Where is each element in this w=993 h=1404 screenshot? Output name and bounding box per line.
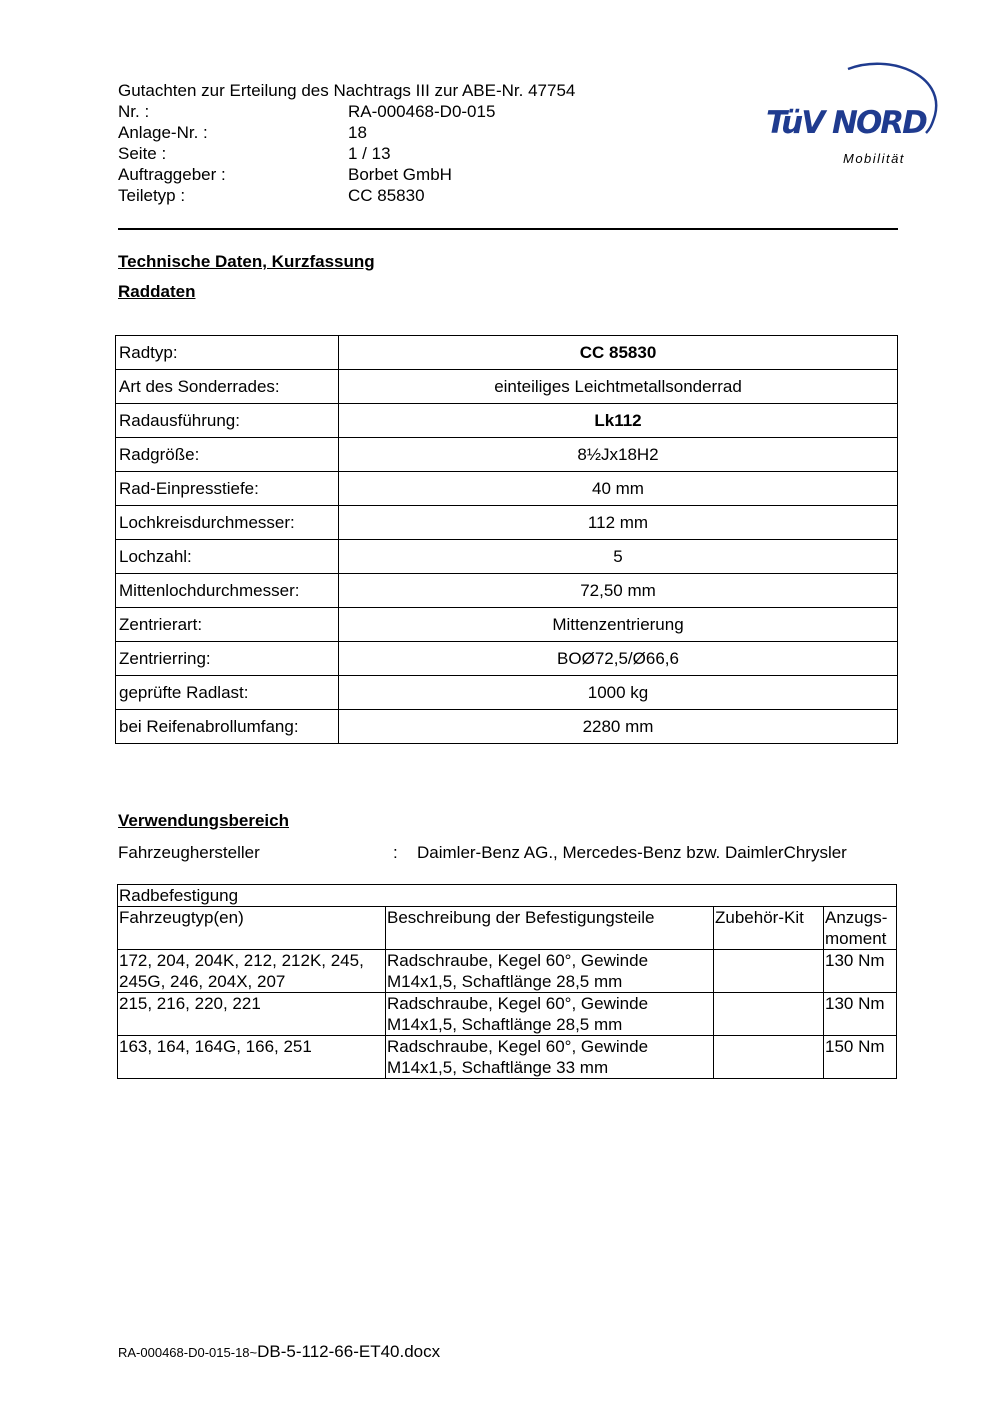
tuv-nord-logo	[760, 55, 940, 170]
section-subtitle-raddaten: Raddaten	[118, 282, 196, 301]
cell-torque: 130 Nm	[824, 993, 897, 1036]
row-label: Mittenlochdurchmesser:	[116, 574, 339, 608]
manufacturer-colon: :	[393, 843, 398, 862]
row-value: 112 mm	[339, 506, 898, 540]
cell-line: Radschraube, Kegel 60°, Gewinde	[387, 1037, 649, 1056]
cell-line: 215, 216, 220, 221	[119, 994, 261, 1013]
column-header: Zubehör-Kit	[714, 907, 824, 950]
raddaten-table	[115, 335, 898, 744]
logo-subtitle: Mobilität	[843, 151, 905, 166]
table-row	[116, 336, 898, 370]
header-label: Nr. :	[118, 102, 150, 121]
header-value: Borbet GmbH	[348, 165, 452, 184]
table-row	[116, 438, 898, 472]
row-label: Radtyp:	[116, 336, 339, 370]
section-title-verwendungsbereich: Verwendungsbereich	[118, 811, 289, 830]
cell-line: Radschraube, Kegel 60°, Gewinde	[387, 994, 649, 1013]
header-row-nr	[118, 101, 496, 122]
header-value: CC 85830	[348, 186, 425, 205]
table-row	[116, 404, 898, 438]
cell-description	[386, 950, 714, 993]
header-value: 18	[348, 123, 367, 142]
header-label: Teiletyp :	[118, 186, 186, 205]
table-row	[116, 370, 898, 404]
document-title: Gutachten zur Erteilung des Nachtrags III zur ABE-Nr. 47754	[118, 81, 576, 100]
header-label: Auftraggeber :	[118, 165, 226, 184]
cell-line: 163, 164, 164G, 166, 251	[119, 1037, 312, 1056]
table-row	[116, 574, 898, 608]
row-label: Zentrierring:	[116, 642, 339, 676]
table-row	[116, 608, 898, 642]
table-title-row	[118, 885, 897, 907]
column-header: Fahrzeugtyp(en)	[118, 907, 386, 950]
logo-wordmark: TüV NORD	[766, 105, 926, 141]
page-footer	[118, 1342, 440, 1362]
cell-line: 245G, 246, 204X, 207	[119, 972, 286, 991]
header-value: RA-000468-D0-015	[348, 102, 496, 121]
row-label: Art des Sonderrades:	[116, 370, 339, 404]
row-value: 8½Jx18H2	[339, 438, 898, 472]
cell-line: M14x1,5, Schaftlänge 28,5 mm	[387, 1015, 623, 1034]
cell-line: 172, 204, 204K, 212, 212K, 245,	[119, 951, 364, 970]
row-value: 2280 mm	[339, 710, 898, 744]
table-row	[118, 1036, 897, 1079]
cell-kit	[714, 993, 824, 1036]
cell-torque: 130 Nm	[824, 950, 897, 993]
header-label: Anlage-Nr. :	[118, 123, 208, 142]
header-row-seite	[118, 143, 391, 164]
column-header-torque	[824, 907, 897, 950]
cell-line: M14x1,5, Schaftlänge 33 mm	[387, 1058, 609, 1077]
cell-description	[386, 993, 714, 1036]
cell-description	[386, 1036, 714, 1079]
cell-line: Radschraube, Kegel 60°, Gewinde	[387, 951, 649, 970]
row-label: bei Reifenabrollumfang:	[116, 710, 339, 744]
row-label: Radausführung:	[116, 404, 339, 438]
row-label: Lochzahl:	[116, 540, 339, 574]
header-divider	[118, 228, 898, 230]
radbefestigung-table	[117, 884, 897, 1079]
header-line: Anzugs-	[825, 908, 888, 927]
row-label: Radgröße:	[116, 438, 339, 472]
header-row-anlage	[118, 122, 367, 143]
footer-filename: DB-5-112-66-ET40.docx	[257, 1342, 441, 1361]
cell-types	[118, 1036, 386, 1079]
row-value: 1000 kg	[339, 676, 898, 710]
header-row-auftraggeber	[118, 164, 452, 185]
header-value: 1 / 13	[348, 144, 391, 163]
row-label: Zentrierart:	[116, 608, 339, 642]
row-value: 72,50 mm	[339, 574, 898, 608]
section-title-technische-daten: Technische Daten, Kurzfassung	[118, 252, 375, 271]
table-row	[118, 993, 897, 1036]
row-label: Lochkreisdurchmesser:	[116, 506, 339, 540]
cell-kit	[714, 950, 824, 993]
row-value: Mittenzentrierung	[339, 608, 898, 642]
table-row	[116, 710, 898, 744]
cell-kit	[714, 1036, 824, 1079]
cell-line: M14x1,5, Schaftlänge 28,5 mm	[387, 972, 623, 991]
cell-types	[118, 993, 386, 1036]
manufacturer-value: Daimler-Benz AG., Mercedes-Benz bzw. DaimlerChrysler	[417, 843, 847, 862]
table-row	[116, 506, 898, 540]
manufacturer-label: Fahrzeughersteller	[118, 843, 260, 862]
row-value: Lk112	[339, 404, 898, 438]
row-value: einteiliges Leichtmetallsonderrad	[339, 370, 898, 404]
column-header: Beschreibung der Befestigungsteile	[386, 907, 714, 950]
header-label: Seite :	[118, 144, 167, 163]
table-row	[116, 642, 898, 676]
cell-types	[118, 950, 386, 993]
row-value: CC 85830	[339, 336, 898, 370]
table-title: Radbefestigung	[118, 885, 897, 907]
header-line: moment	[825, 929, 887, 948]
footer-prefix: RA-000468-D0-015-18~	[118, 1345, 258, 1360]
row-value: 40 mm	[339, 472, 898, 506]
table-row	[118, 950, 897, 993]
table-row	[116, 676, 898, 710]
row-label: geprüfte Radlast:	[116, 676, 339, 710]
header-row-teiletyp	[118, 185, 425, 206]
table-row	[116, 472, 898, 506]
row-value: 5	[339, 540, 898, 574]
cell-torque: 150 Nm	[824, 1036, 897, 1079]
row-value: BOØ72,5/Ø66,6	[339, 642, 898, 676]
table-header-row	[118, 907, 897, 950]
table-row	[116, 540, 898, 574]
row-label: Rad-Einpresstiefe:	[116, 472, 339, 506]
